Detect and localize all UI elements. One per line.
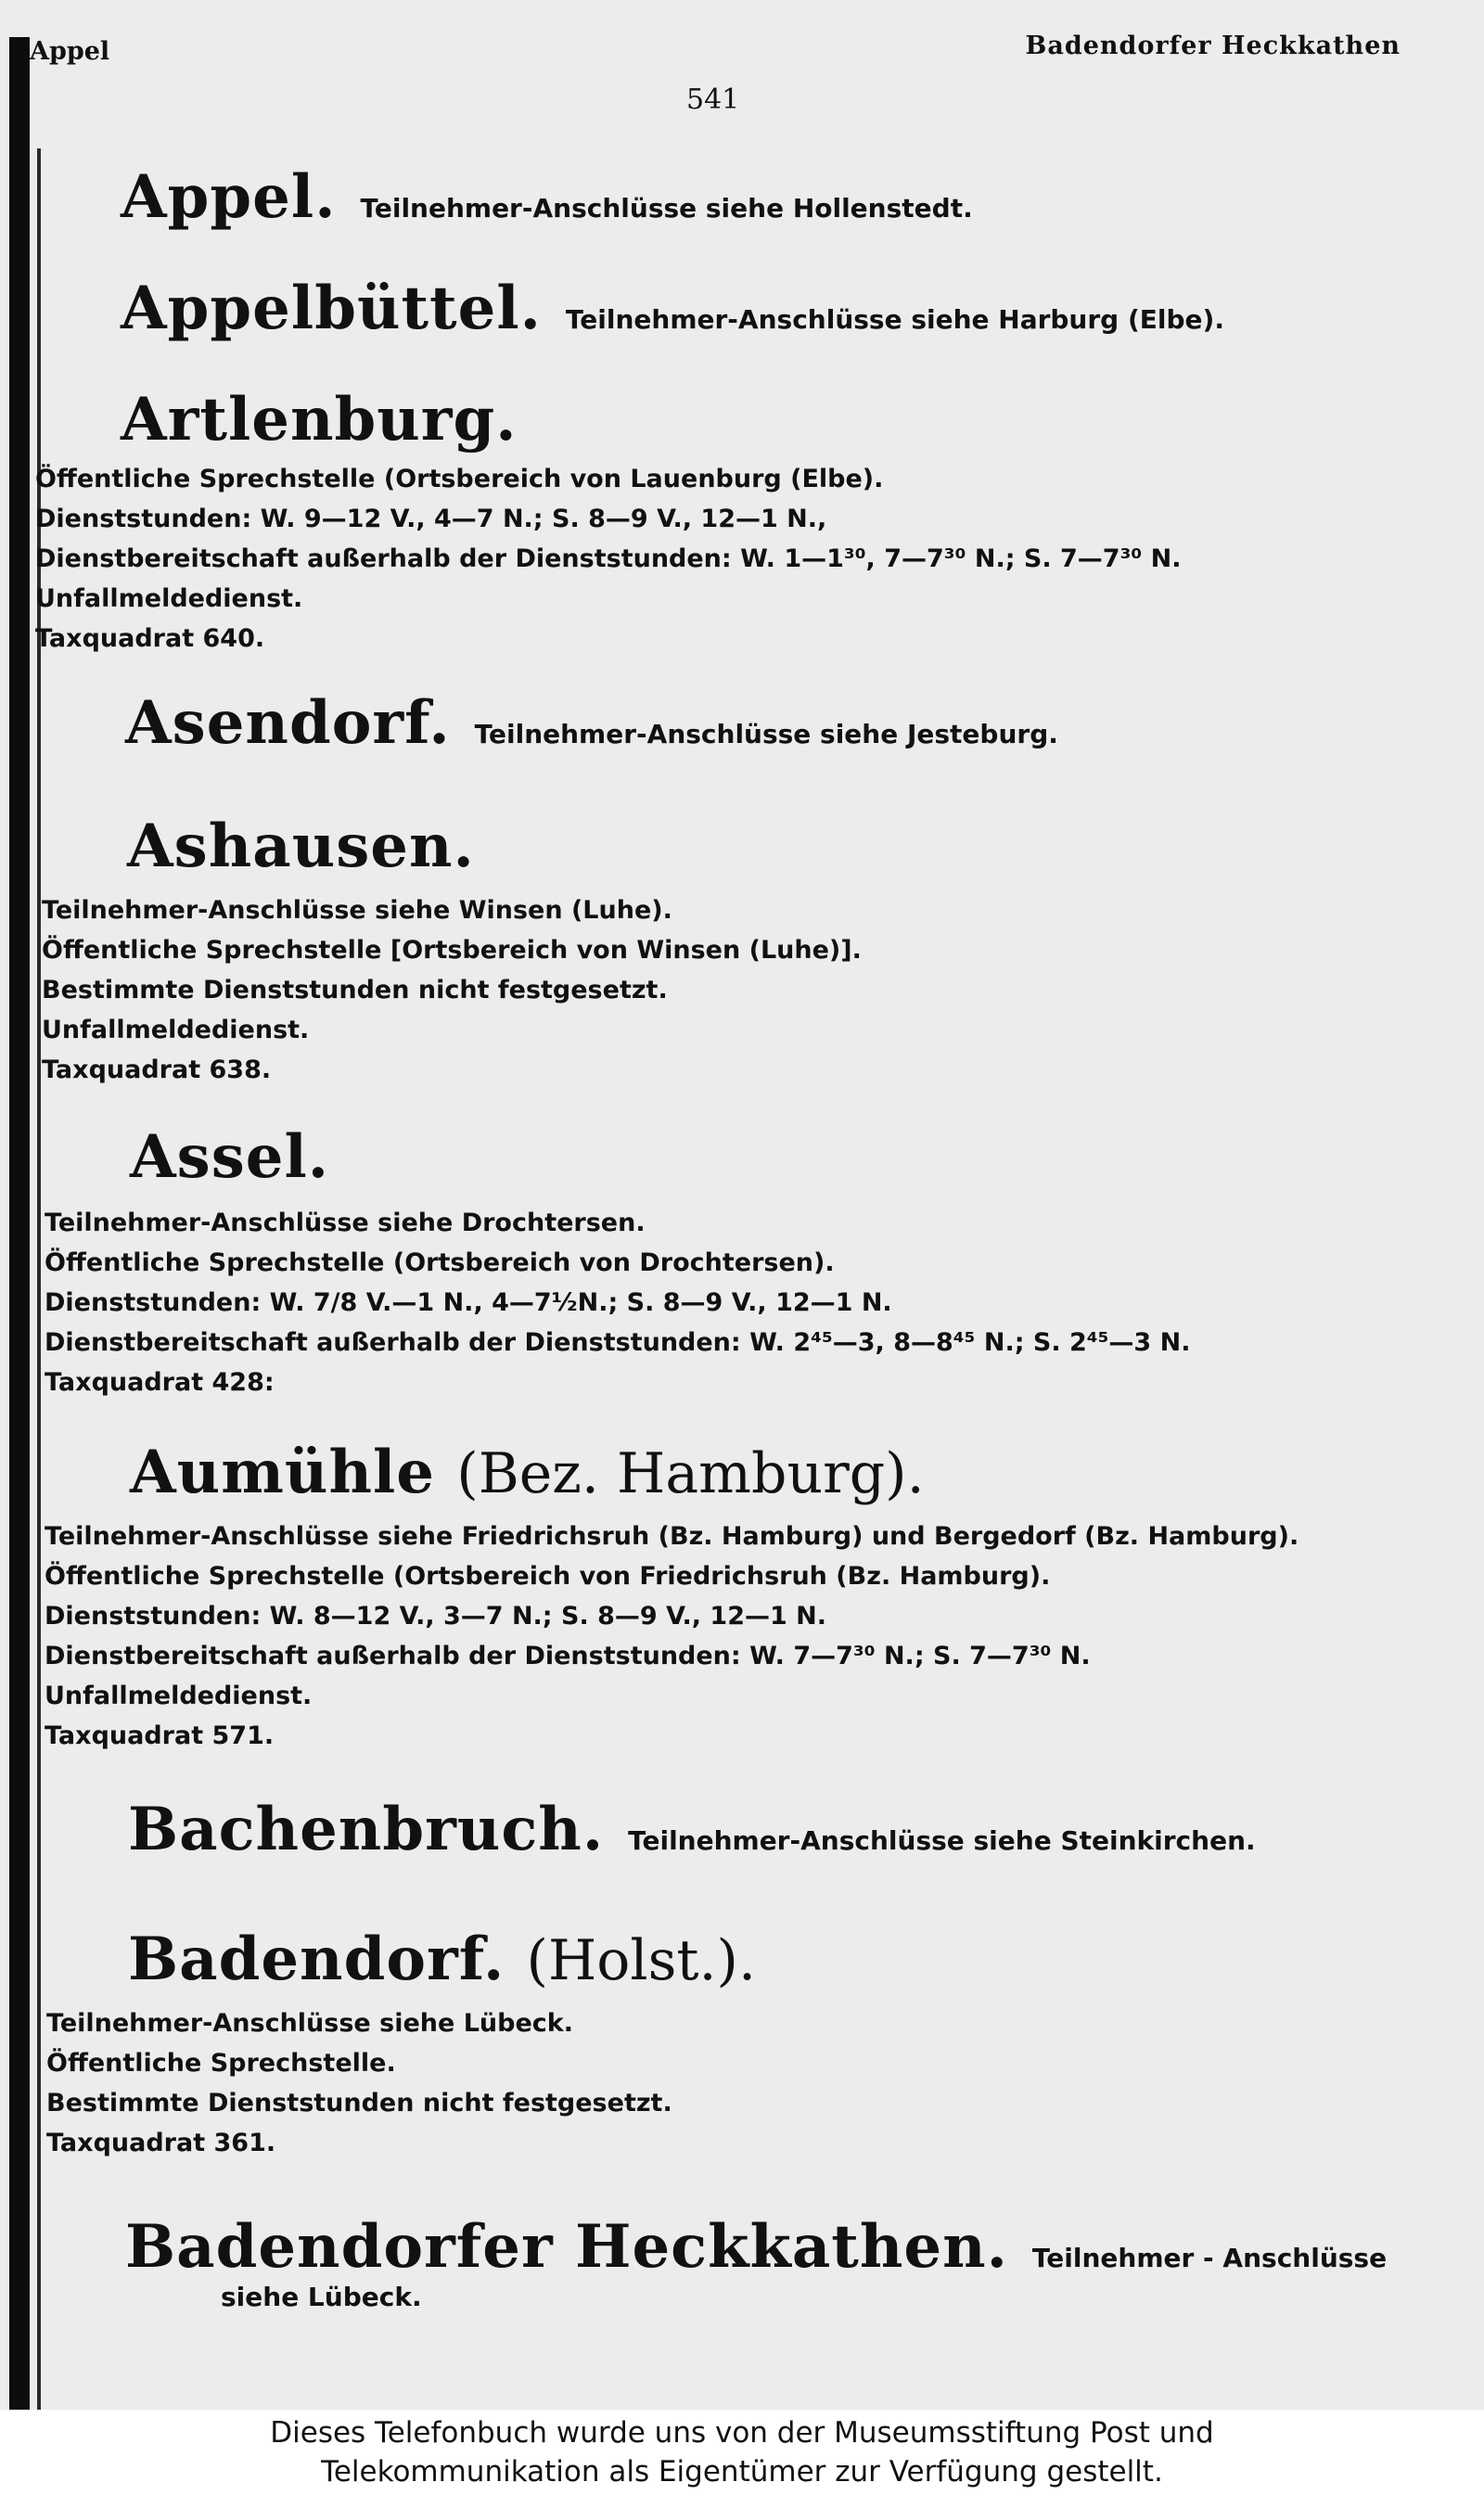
entry-badendorf-details bbox=[46, 2003, 672, 2163]
detail-line: Taxquadrat 571. bbox=[45, 1721, 275, 1750]
detail-line: Unfallmeldedienst. bbox=[45, 1682, 313, 1710]
entry-assel-details bbox=[45, 1203, 1190, 1402]
entry-reference-continuation: siehe Lübeck. bbox=[221, 2282, 422, 2312]
detail-line: Teilnehmer-Anschlüsse siehe Winsen (Luhe). bbox=[42, 896, 672, 925]
entry-reference: Teilnehmer-Anschlüsse siehe Hollenstedt. bbox=[360, 193, 973, 224]
running-header-right: Badendorfer Heckkathen bbox=[1025, 32, 1401, 60]
detail-line: Bestimmte Dienststunden nicht festgesetzt. bbox=[46, 2089, 672, 2118]
entry-appel bbox=[121, 162, 973, 234]
entry-title: Appelbüttel. Teilnehmer-Anschlüsse siehe Harburg (Elbe). bbox=[121, 274, 1224, 343]
detail-line: Dienstbereitschaft außerhalb der Dienststunden: W. 1—1³⁰, 7—7³⁰ N.; S. 7—7³⁰ N. bbox=[35, 544, 1182, 573]
entry-artlenburg-details bbox=[35, 459, 1181, 659]
detail-line: Öffentliche Sprechstelle (Ortsbereich von Friedrichsruh (Bz. Hamburg). bbox=[45, 1562, 1051, 1591]
detail-line: Öffentliche Sprechstelle. bbox=[46, 2049, 396, 2078]
entry-aumuehle-details bbox=[45, 1516, 1298, 1756]
detail-line: Dienstbereitschaft außerhalb der Dienststunden: W. 7—7³⁰ N.; S. 7—7³⁰ N. bbox=[45, 1642, 1091, 1670]
detail-line: Unfallmeldedienst. bbox=[35, 584, 303, 613]
detail-line: Öffentliche Sprechstelle (Ortsbereich von Lauenburg (Elbe). bbox=[35, 465, 884, 493]
detail-line: Dienststunden: W. 9—12 V., 4—7 N.; S. 8—9 V., 12—1 N., bbox=[35, 505, 827, 533]
entry-aumuehle-title bbox=[130, 1438, 925, 1509]
entry-appelbuettel bbox=[121, 274, 1224, 345]
detail-line: Taxquadrat 640. bbox=[35, 624, 265, 653]
provenance-footer bbox=[0, 2410, 1484, 2495]
entry-title: Asendorf. Teilnehmer-Anschlüsse siehe Jesteburg. bbox=[125, 688, 1058, 758]
detail-line: Öffentliche Sprechstelle (Ortsbereich von Drochtersen). bbox=[45, 1248, 835, 1277]
detail-line: Dienststunden: W. 7/8 V.—1 N., 4—7½N.; S. 8—9 V., 12—1 N. bbox=[45, 1288, 892, 1317]
detail-line: Dienstbereitschaft außerhalb der Dienststunden: W. 2⁴⁵—3, 8—8⁴⁵ N.; S. 2⁴⁵—3 N. bbox=[45, 1328, 1191, 1357]
entry-qualifier: (Bez. Hamburg). bbox=[456, 1441, 925, 1506]
entry-title: Assel. bbox=[130, 1122, 330, 1192]
book-spine-shadow bbox=[9, 37, 30, 2410]
entry-reference: Teilnehmer-Anschlüsse siehe Harburg (Elbe). bbox=[565, 304, 1224, 335]
entry-bachenbruch bbox=[128, 1795, 1256, 1866]
entry-ashausen-details bbox=[42, 890, 862, 1090]
entry-artlenburg-title bbox=[121, 385, 518, 456]
entry-asendorf bbox=[125, 688, 1058, 760]
entry-title: Artlenburg. bbox=[121, 385, 518, 454]
detail-line: Teilnehmer-Anschlüsse siehe Friedrichsruh (Bz. Hamburg) und Bergedorf (Bz. Hamburg). bbox=[45, 1522, 1299, 1551]
entry-reference: Teilnehmer-Anschlüsse siehe Steinkirchen. bbox=[628, 1825, 1256, 1856]
detail-line: Dienststunden: W. 8—12 V., 3—7 N.; S. 8—9 V., 12—1 N. bbox=[45, 1602, 827, 1631]
detail-line: Unfallmeldedienst. bbox=[42, 1016, 310, 1044]
entry-title: Ashausen. bbox=[127, 812, 475, 881]
detail-line: Taxquadrat 638. bbox=[42, 1056, 272, 1084]
detail-line: Teilnehmer-Anschlüsse siehe Lübeck. bbox=[46, 2009, 573, 2038]
entry-ashausen-title bbox=[127, 812, 475, 883]
footer-line-1: Dieses Telefonbuch wurde uns von der Museumsstiftung Post und bbox=[270, 2416, 1214, 2450]
footer-line-2: Telekommunikation als Eigentümer zur Verfügung gestellt. bbox=[321, 2455, 1163, 2489]
entry-title: Aumühle (Bez. Hamburg). bbox=[130, 1438, 925, 1507]
entry-reference: Teilnehmer-Anschlüsse siehe Jesteburg. bbox=[474, 719, 1058, 749]
entry-assel-title bbox=[130, 1122, 329, 1194]
running-header-left: Appel bbox=[30, 37, 110, 66]
detail-line: Öffentliche Sprechstelle [Ortsbereich von Winsen (Luhe)]. bbox=[42, 936, 862, 965]
page-number: 541 bbox=[686, 83, 740, 116]
entry-title: Badendorf. (Holst.). bbox=[128, 1925, 757, 1994]
entry-badendorf-title bbox=[128, 1925, 756, 1996]
detail-line: Teilnehmer-Anschlüsse siehe Drochtersen. bbox=[45, 1209, 646, 1237]
entry-title: Bachenbruch. Teilnehmer-Anschlüsse siehe Steinkirchen. bbox=[128, 1795, 1256, 1864]
entry-reference: Teilnehmer - Anschlüsse bbox=[1031, 2243, 1388, 2273]
entry-badendorfer-heckkathen bbox=[125, 2212, 1387, 2284]
entry-title: Appel. Teilnehmer-Anschlüsse siehe Hollenstedt. bbox=[121, 162, 973, 232]
entry-qualifier: (Holst.). bbox=[526, 1928, 757, 1993]
detail-line: Taxquadrat 361. bbox=[46, 2129, 276, 2157]
detail-line: Taxquadrat 428: bbox=[45, 1368, 275, 1397]
detail-line: Bestimmte Dienststunden nicht festgesetzt. bbox=[42, 976, 668, 1004]
entry-title: Badendorfer Heckkathen. Teilnehmer - Anschlüsse bbox=[125, 2212, 1388, 2282]
